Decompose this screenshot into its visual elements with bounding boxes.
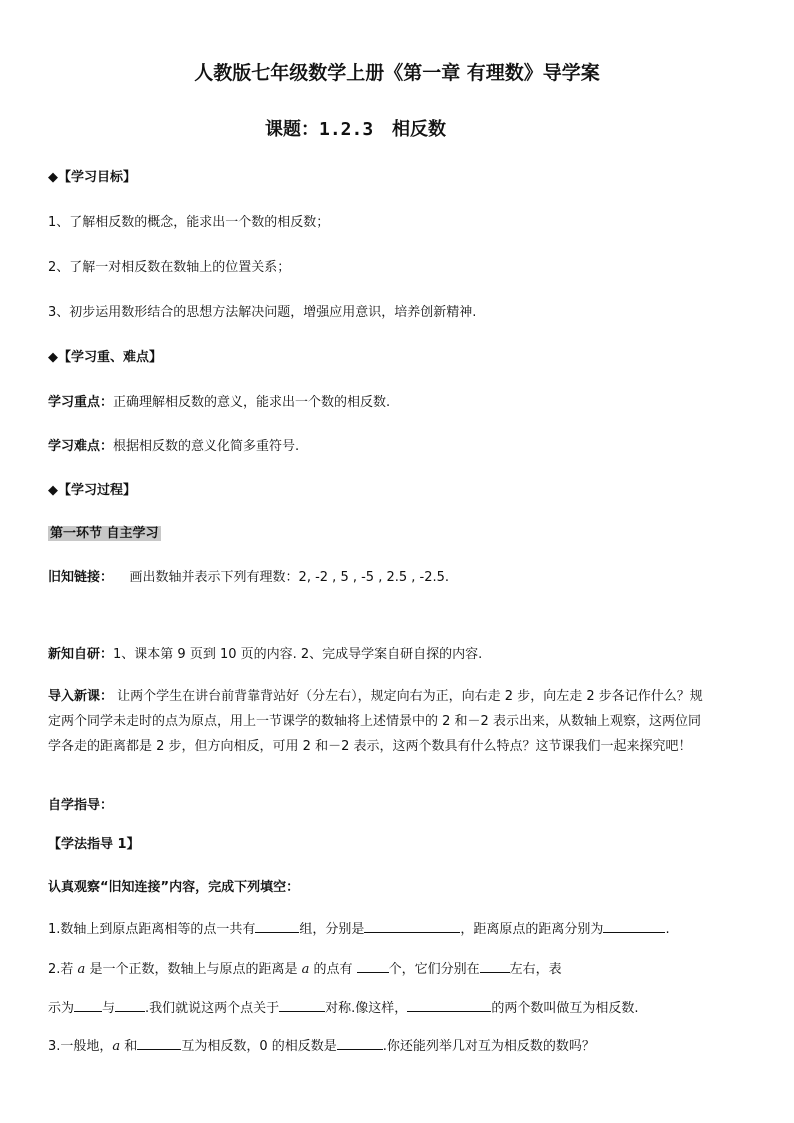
q1-text-d: . (665, 922, 670, 937)
lesson-name: 相反数 (392, 119, 446, 140)
intro-text-1: 让两个学生在讲台前背靠背站好（分左右），规定向右为正，向右走 2 步，向左走 2 步各记作什么？规 (117, 689, 703, 704)
intro-label: 导入新课： (48, 689, 114, 704)
q2-text-a: 2.若 (48, 962, 78, 977)
intro-line-3: 学各走的距离都是 2 步，但方向相反，可用 2 和－2 表示，这两个数具有什么特点？这节课我们一起来探究吧！ (48, 739, 692, 754)
q3-blank-2[interactable] (337, 1036, 383, 1050)
objective-item-1: 1、了解相反数的概念，能求出一个数的相反数； (48, 215, 330, 230)
q1-text-b: 组，分别是 (299, 922, 365, 937)
q3-variable-a: a (112, 1039, 121, 1054)
focus-text: 正确理解相反数的意义，能求出一个数的相反数. (113, 395, 391, 410)
objectives-heading: ◆【学习目标】 (48, 170, 136, 185)
intro-line-1 (48, 684, 703, 709)
document-title: 人教版七年级数学上册《第一章 有理数》导学案 (194, 62, 600, 84)
q3-text-c: 互为相反数，0 的相反数是 (181, 1039, 337, 1054)
lesson-title (265, 115, 446, 141)
intro-line-2: 定两个同学未走时的点为原点，用上一节课学的数轴将上述情景中的 2 和－2 表示出来，从数轴上观察，这两位同 (48, 714, 701, 729)
q2-text-j: 的两个数叫做互为相反数. (491, 1001, 639, 1016)
q2-text-b: 是一个正数，数轴上与原点的距离是 (85, 962, 302, 977)
objective-item-2: 2、了解一对相反数在数轴上的位置关系； (48, 260, 291, 275)
lesson-prefix: 课题： (265, 119, 319, 140)
intro-paragraph (48, 684, 703, 759)
focus-label: 学习重点： (48, 395, 114, 410)
review-text: 画出数轴并表示下列有理数：2, -2 , 5 , -5 , 2.5 , -2.5. (129, 570, 450, 585)
q3-text-d: .你还能列举几对互为相反数的数吗？ (382, 1039, 595, 1054)
q2-blank-5[interactable] (279, 998, 325, 1012)
q2-text-c: 的点有 (309, 962, 357, 977)
guide-label: 自学指导： (48, 798, 114, 813)
review-line (48, 566, 449, 585)
q2-text-h: .我们就说这两个点关于 (145, 1001, 280, 1016)
q3-text-a: 3.一般地， (48, 1039, 113, 1054)
question-2-line-1 (48, 958, 562, 977)
q2-variable-a: a (77, 962, 86, 977)
q1-blank-3[interactable] (603, 919, 665, 933)
review-label: 旧知链接： (48, 570, 114, 585)
q1-blank-2[interactable] (364, 919, 460, 933)
key-points-heading: ◆【学习重、难点】 (48, 350, 162, 365)
q3-text-b: 和 (120, 1039, 138, 1054)
question-3 (48, 1035, 595, 1054)
q2-text-g: 与 (102, 1001, 116, 1016)
q2-blank-2[interactable] (480, 959, 510, 973)
preview-text: 1、课本第 9 页到 10 页的内容. 2、完成导学案自研自探的内容. (113, 647, 483, 662)
method-heading: 【学法指导 1】 (48, 837, 140, 852)
q2-text-e: 左右，表 (509, 962, 562, 977)
preview-line (48, 643, 482, 662)
difficulty-label: 学习难点： (48, 439, 114, 454)
q2-text-f: 示为 (48, 1001, 75, 1016)
q2-blank-4[interactable] (115, 998, 145, 1012)
q2-text-i: 对称.像这样， (325, 1001, 408, 1016)
lesson-code: 1.2.3 (319, 119, 374, 140)
q2-variable-a-2: a (301, 962, 310, 977)
difficulty-text: 根据相反数的意义化简多重符号. (113, 439, 300, 454)
q2-blank-6[interactable] (407, 998, 491, 1012)
q2-blank-3[interactable] (74, 998, 102, 1012)
focus-line (48, 391, 390, 410)
objective-item-3: 3、初步运用数形结合的思想方法解决问题，增强应用意识，培养创新精神. (48, 305, 477, 320)
q3-blank-1[interactable] (137, 1036, 181, 1050)
difficulty-line (48, 435, 299, 454)
q2-text-d: 个，它们分别在 (388, 962, 480, 977)
question-2-line-2 (48, 997, 638, 1016)
preview-label: 新知自研： (48, 647, 114, 662)
section-title: 第一环节 自主学习 (50, 526, 159, 541)
q1-blank-1[interactable] (255, 919, 299, 933)
q1-text-c: ，距离原点的距离分别为 (460, 922, 604, 937)
q1-text-a: 1.数轴上到原点距离相等的点一共有 (48, 922, 256, 937)
observe-instruction: 认真观察“旧知连接”内容，完成下列填空： (48, 880, 300, 895)
section-title-wrap (48, 522, 161, 541)
question-1 (48, 918, 670, 937)
process-heading: ◆【学习过程】 (48, 483, 136, 498)
q2-blank-1[interactable] (357, 959, 389, 973)
